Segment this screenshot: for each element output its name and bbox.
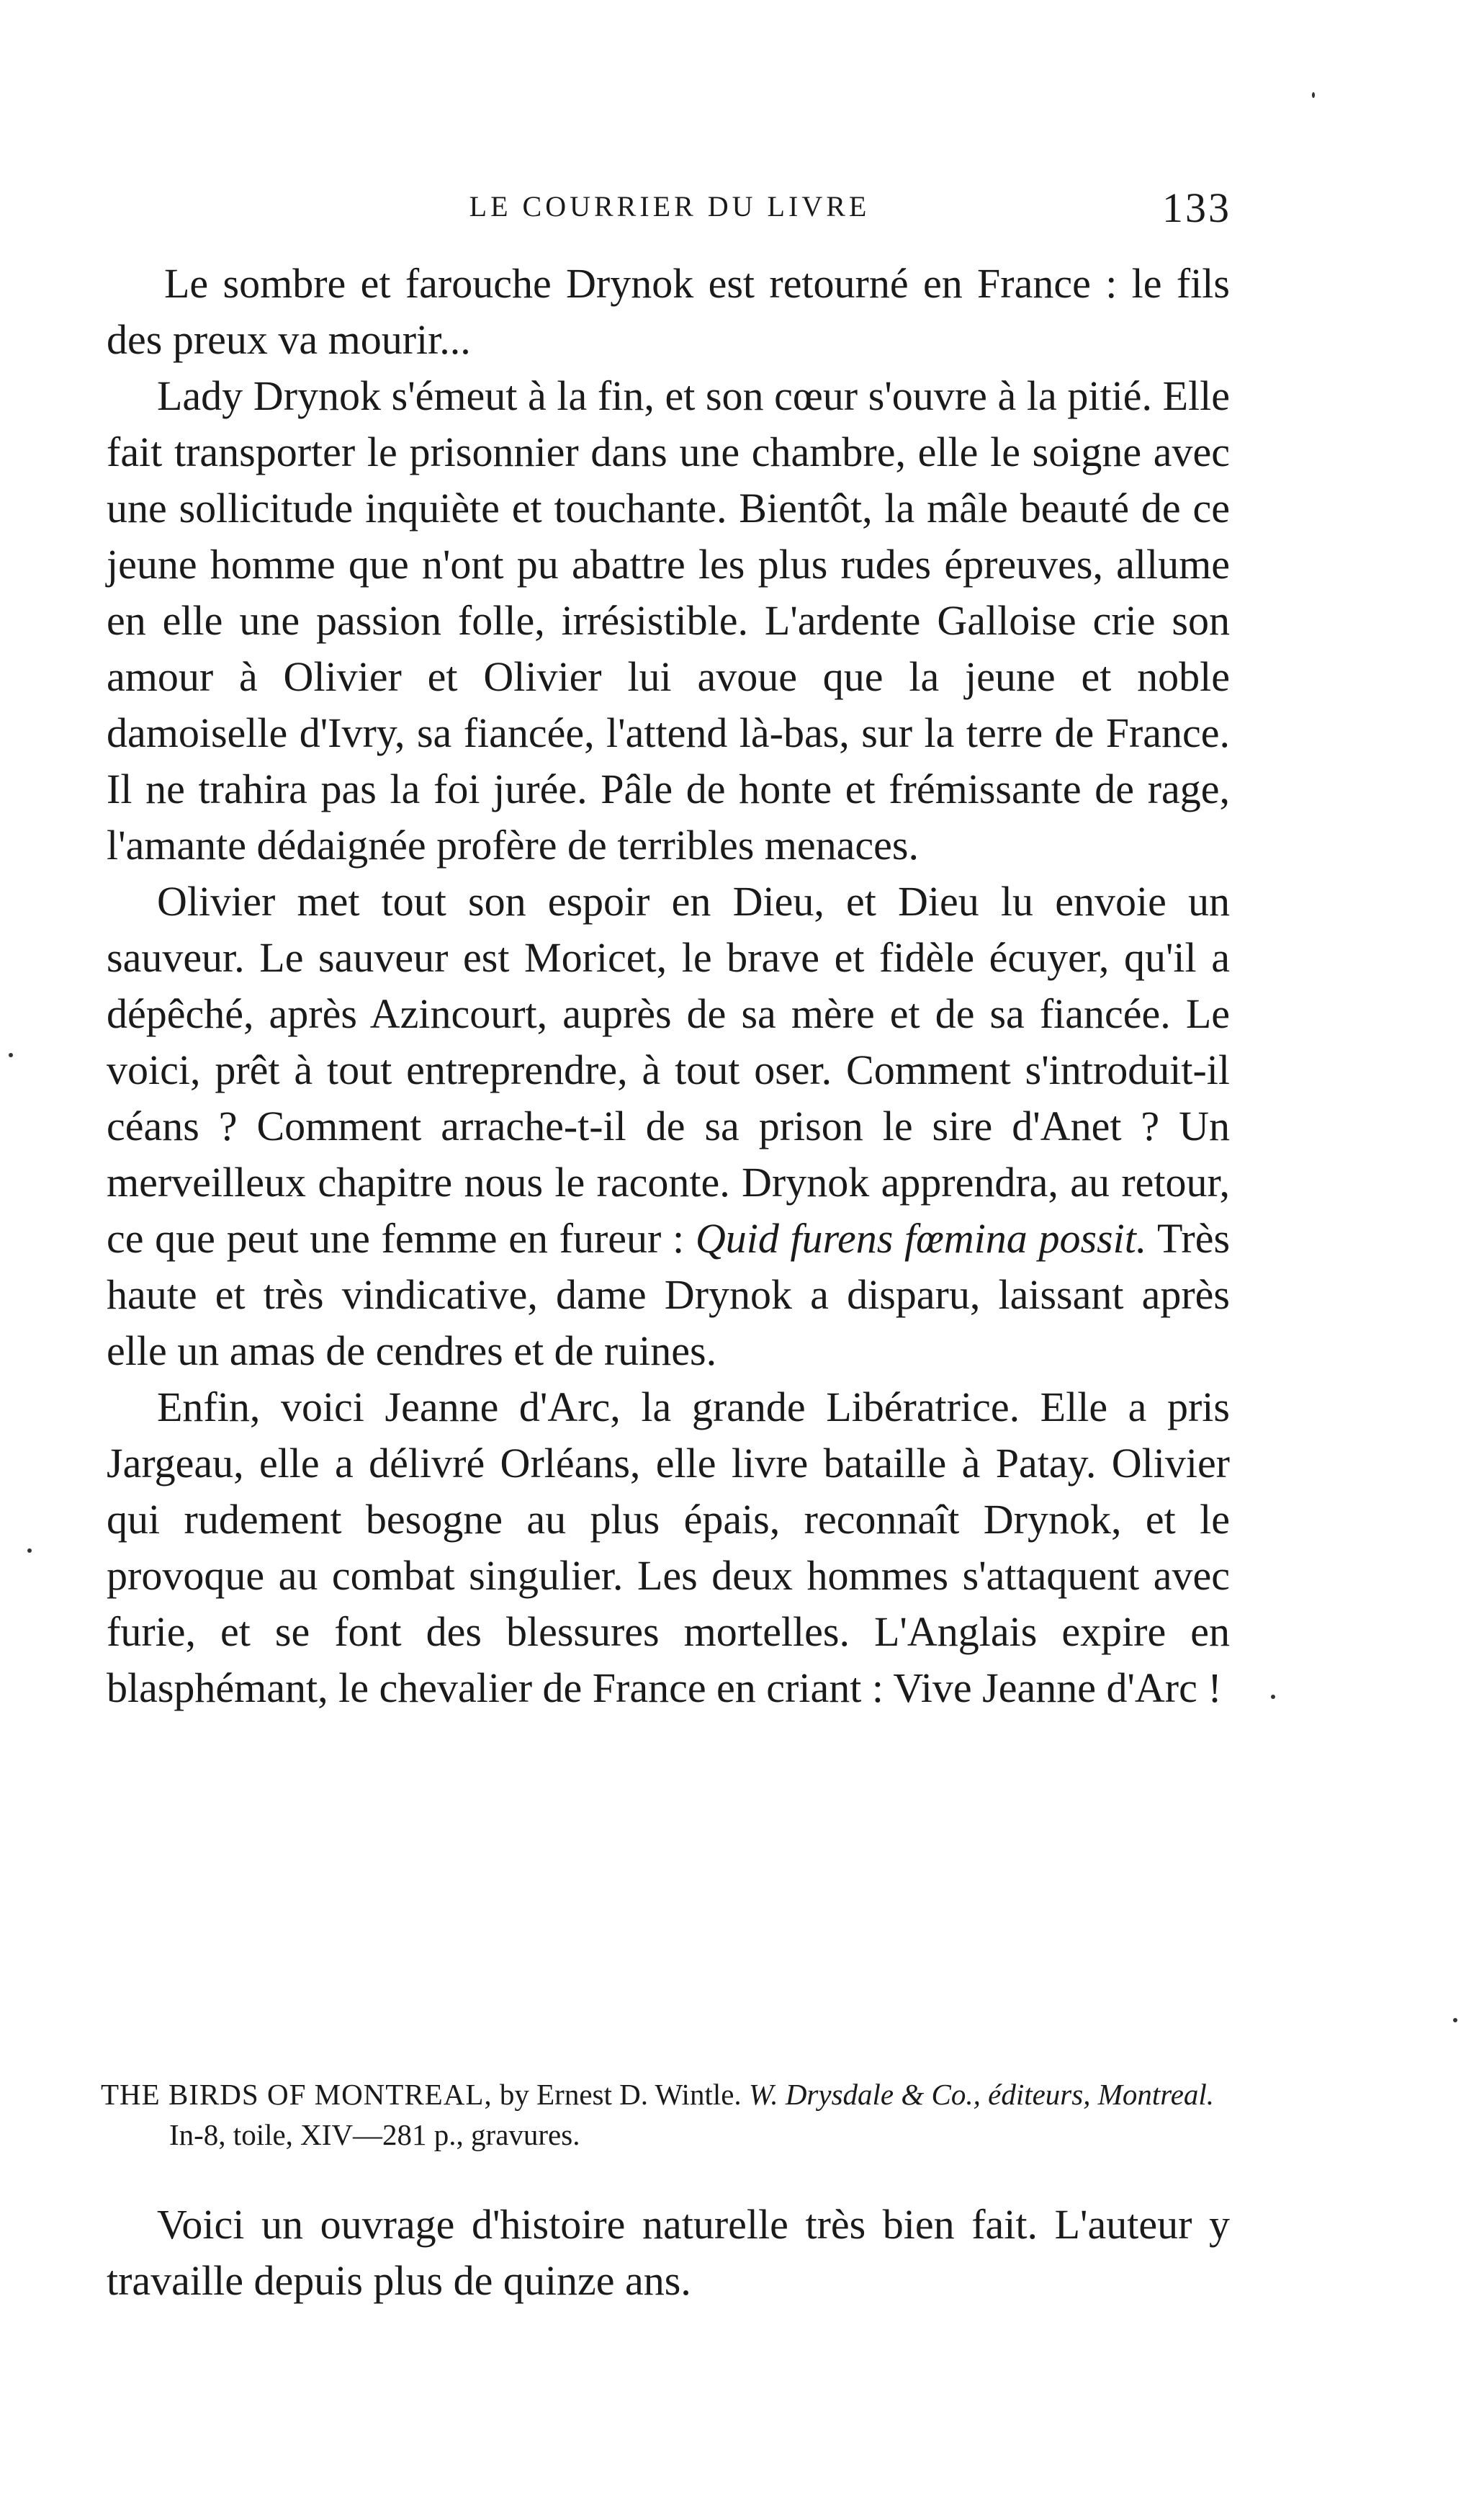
book-title: THE BIRDS OF MONTREAL, bbox=[101, 2078, 493, 2111]
review-text bbox=[107, 2197, 1230, 2309]
scan-speck bbox=[27, 1548, 32, 1553]
review-paragraph: Voici un ouvrage d'histoire naturelle très bien fait. L'auteur y travaille depuis plus de quinze ans. bbox=[107, 2201, 1230, 2304]
book-author: by Ernest D. Wintle. bbox=[499, 2078, 742, 2111]
scan-speck bbox=[1271, 1695, 1275, 1699]
latin-quote: Quid furens fœmina possit. bbox=[695, 1215, 1147, 1262]
scan-speck bbox=[1312, 92, 1315, 98]
book-details: In-8, toile, XIV—281 p., gravures. bbox=[169, 2118, 580, 2151]
review-entry bbox=[101, 2074, 1239, 2155]
book-publisher: W. Drysdale & Co., éditeurs, Montreal. bbox=[748, 2078, 1215, 2111]
paragraph-2: Lady Drynok s'émeut à la fin, et son cœur s'ouvre à la pitié. Elle fait transporter le prisonnier dans une chambre, elle le soigne avec une sollicitude inquiète et touchante. Bientôt, la mâle beauté de ce jeune homme que n'ont pu abattre les plus rudes épreuves, allume en elle une passion folle, irrésistible. L'ardente Galloise crie son amour à Olivier et Olivier lui avoue que la jeune et noble damoiselle d'Ivry, sa fiancée, l'attend là-bas, sur la terre de France. Il ne trahira pas la foi jurée. Pâle de honte et frémissante de rage, l'amante dédaignée profère de terribles menaces. bbox=[107, 372, 1230, 869]
paragraph-3-end: Très haute et très vindicative, dame Drynok a disparu, laissant après elle un amas de cendres et de ruines. bbox=[107, 1215, 1231, 1374]
scan-speck bbox=[9, 1053, 13, 1057]
scan-speck bbox=[1453, 2018, 1457, 2022]
paragraph-3 bbox=[107, 874, 1230, 1379]
body-text bbox=[107, 256, 1230, 1716]
paragraph-3-text: Olivier met tout son espoir en Dieu, et Dieu lu envoie un sauveur. Le sauveur est Moricet, le brave et fidèle écuyer, qu'il a dépêché, après Azincourt, auprès de sa mère et de sa fiancée. Le voici, prêt à tout entreprendre, à tout oser. Comment s'introduit-il céans ? Comment arrache-t-il de sa prison le sire d'Anet ? Un merveilleux chapitre nous le raconte. Drynok apprendra, au retour, ce que peut une femme en fureur : bbox=[107, 878, 1230, 1262]
paragraph-4: Enfin, voici Jeanne d'Arc, la grande Libératrice. Elle a pris Jargeau, elle a délivré Orléans, elle livre bataille à Patay. Olivier qui rudement besogne au plus épais, reconnaît Drynok, et le provoque au combat singulier. Les deux hommes s'attaquent avec furie, et se font des blessures mortelles. L'Anglais expire en blasphémant, le chevalier de France en criant : Vive Jeanne d'Arc ! bbox=[107, 1384, 1230, 1711]
page-number: 133 bbox=[1162, 184, 1231, 231]
paragraph-1: Le sombre et farouche Drynok est retourné en France : le fils des preux va mourir... bbox=[107, 260, 1230, 363]
review-line-1 bbox=[101, 2074, 1239, 2115]
review-line-2 bbox=[101, 2115, 1239, 2155]
running-head bbox=[108, 184, 1231, 234]
running-title: LE COURRIER DU LIVRE bbox=[469, 190, 871, 223]
